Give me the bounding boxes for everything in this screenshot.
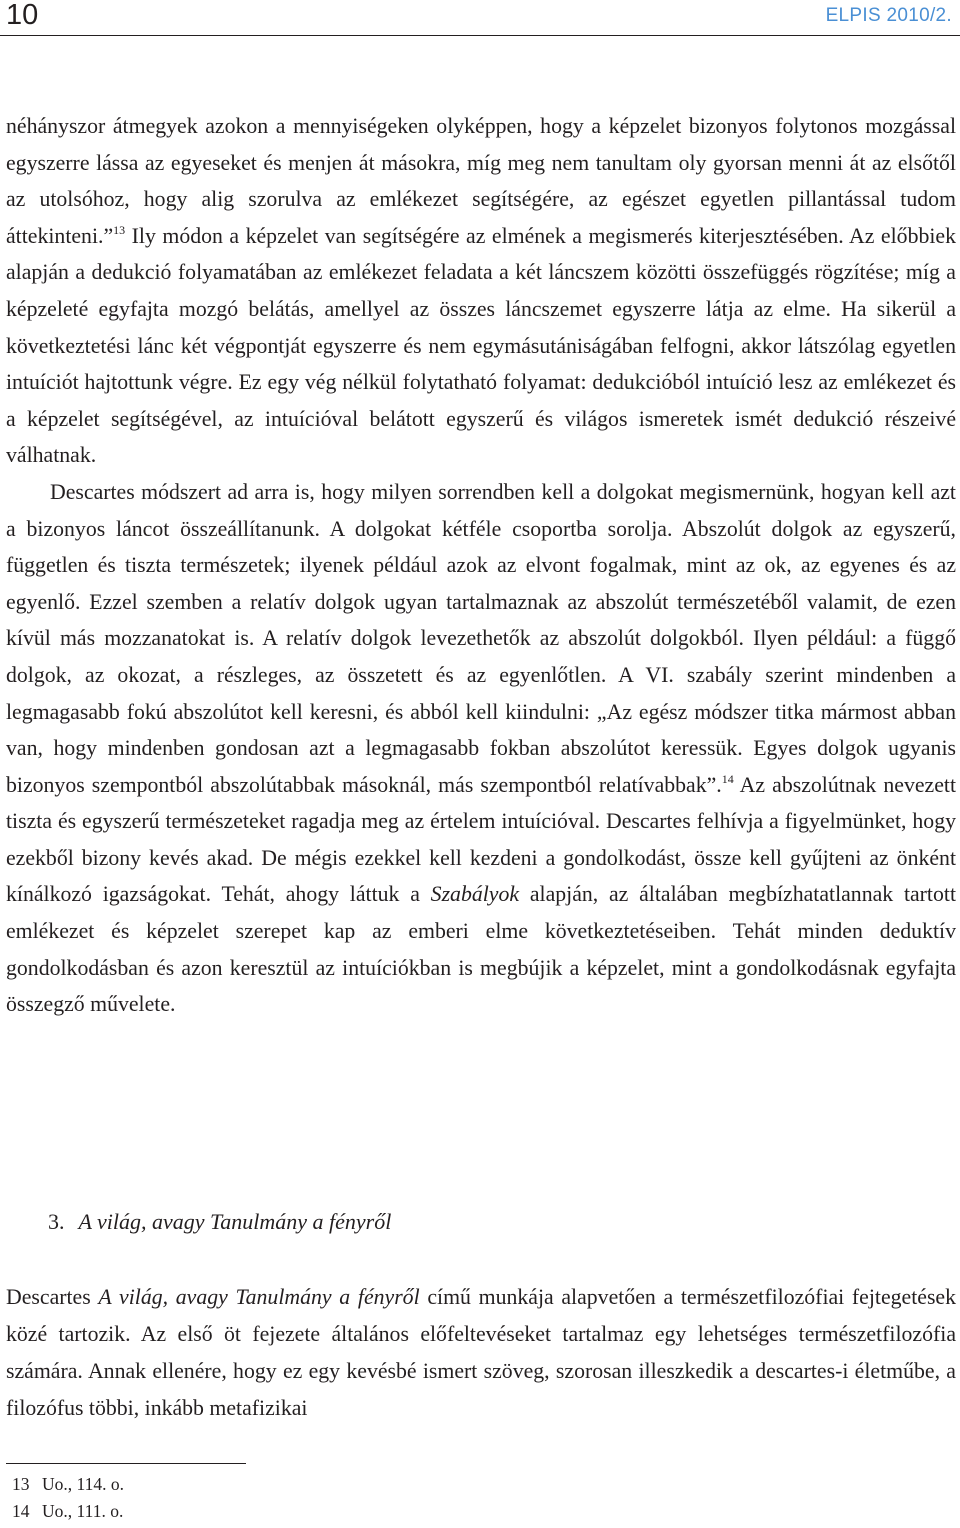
paragraph-1 (6, 108, 956, 474)
paragraph-2 (6, 474, 956, 1023)
footnote-text: Uo., 111. o. (42, 1501, 124, 1521)
journal-name: ELPIS 2010/2. (825, 5, 952, 26)
footnotes (12, 1471, 124, 1525)
footnote-number: 14 (12, 1501, 30, 1521)
section-title: A világ, avagy Tanulmány a fényről (78, 1209, 392, 1234)
paragraph-1-part-a: néhányszor átmegyek azokon a mennyiségeken olyképpen, hogy a képzelet bizonyos folytonos mozgással egyszerre lássa az egyeseket és menjen át másokra, míg meg nem tanultam oly gyorsan menni át az elsőtől az utolsóhoz, hogy alig szorulva az emlékezet segítségére, az egészet egyetlen pillantással tudom áttekinteni.” (6, 114, 956, 248)
footnote-text: Uo., 114. o. (42, 1474, 124, 1494)
page-header (0, 0, 960, 36)
section-number: 3. (48, 1209, 65, 1234)
paragraph-2-part-c: alapján, az általában megbízhatatlannak tartott emlékezet és képzelet szerepet kap az emberi elme következtetéseiben. Tehát minden deduktív gondolkodásban és azon keresztül az intuíciókban is megbújik a képzelet, mint a gondolkodásnak egyfajta összegző művelete. (6, 882, 956, 1017)
section-heading (48, 1206, 391, 1238)
page-number: 10 (6, 0, 39, 31)
section-text (6, 1279, 956, 1427)
paragraph-1-part-b: Ily módon a képzelet van segítségére az elmének a megismerés kiterjesztésében. Az előbbiek alapján a dedukció folyamatában az emlékezet feladata a két láncszem közötti összefüggés rögzítése; míg a képzeleté egyfajta mozgó belátás, amellyel az összes láncszemet egyszerre látja az elme. Ha sikerül a következtetési lánc két végpontját egyszerre és nem egymásutániságában felfogni, akkor látszólag egyetlen intuíciót hajtottunk végre. Ez egy vég nélkül folytatható folyamat: dedukcióból intuíció lesz az emlékezet és a képzelet segítségével, az intuícióval belátott egyszerű és világos ismeretek ismét dedukció részeivé válhatnak. (6, 223, 956, 468)
section-paragraph-part-a: Descartes (6, 1285, 99, 1309)
header-rule (0, 35, 960, 36)
section-paragraph-part-b: című munkája alapvetően a természetfilozófiai fejtegetések közé tartozik. Az első öt fejezete általános előfeltevéseket tartalmaz egy lehetséges természetfilozófia számára. Annak ellenére, hogy ez egy kevésbé ismert szöveg, szorosan illeszkedik a descartes-i életműbe, a filozófus többi, inkább metafizikai (6, 1285, 957, 1420)
footnote-number: 13 (12, 1474, 30, 1494)
paragraph-2-italic-title: Szabályok (430, 882, 520, 907)
footnote-ref-14[interactable]: 14 (721, 771, 734, 786)
paragraph-2-part-b: Az abszolútnak nevezett tiszta és egyszerű természeteket ragadja meg az értelem intuícióval. Descartes felhívja a figyelmünket, hogy ezekből bizony kevés akad. De mégis ezekkel kell kezdeni a gondolkodást, össze kell gyűjteni az önként kínálkozó igazságokat. Tehát, ahogy láttuk a (6, 772, 956, 907)
body-text (6, 108, 956, 1023)
footnote-ref-13[interactable]: 13 (113, 222, 126, 237)
section-paragraph-italic-title: A világ, avagy Tanulmány a fényről (98, 1285, 420, 1309)
footnote-rule (6, 1463, 246, 1464)
section-paragraph (6, 1279, 956, 1427)
footnote-14 (12, 1498, 124, 1525)
paragraph-2-part-a: Descartes módszert ad arra is, hogy milyen sorrendben kell a dolgokat megismernünk, hogyan kell azt a bizonyos láncot összeállítanunk. A dolgokat kétféle csoportba sorolja. Abszolút dolgok az egyszerű, független és tiszta természetek; ilyenek például azok az elvont fogalmak, mint az ok, az egyenes és az egyenlő. Ezzel szemben a relatív dolgok ugyan tartalmaznak az abszolút természetéből valamit, de ezen kívül más mozzanatokat is. A relatív dolgok levezethetők az abszolút dolgokból. Ilyen például: a függő dolgok, az okozat, a részleges, az összetett és az egyenlőtlen. A VI. szabály szerint mindenben a legmagasabb fokú abszolútot kell keresni, és abból kell kiindulni: „Az egész módszer titka mármost abban van, hogy mindenben gondosan azt a legmagasabb fokban abszolútot keressük. Egyes dolgok ugyanis bizonyos szempontból abszolútabbak másoknál, más szempontból relatívabbak”. (6, 479, 956, 797)
footnote-13 (12, 1471, 124, 1498)
